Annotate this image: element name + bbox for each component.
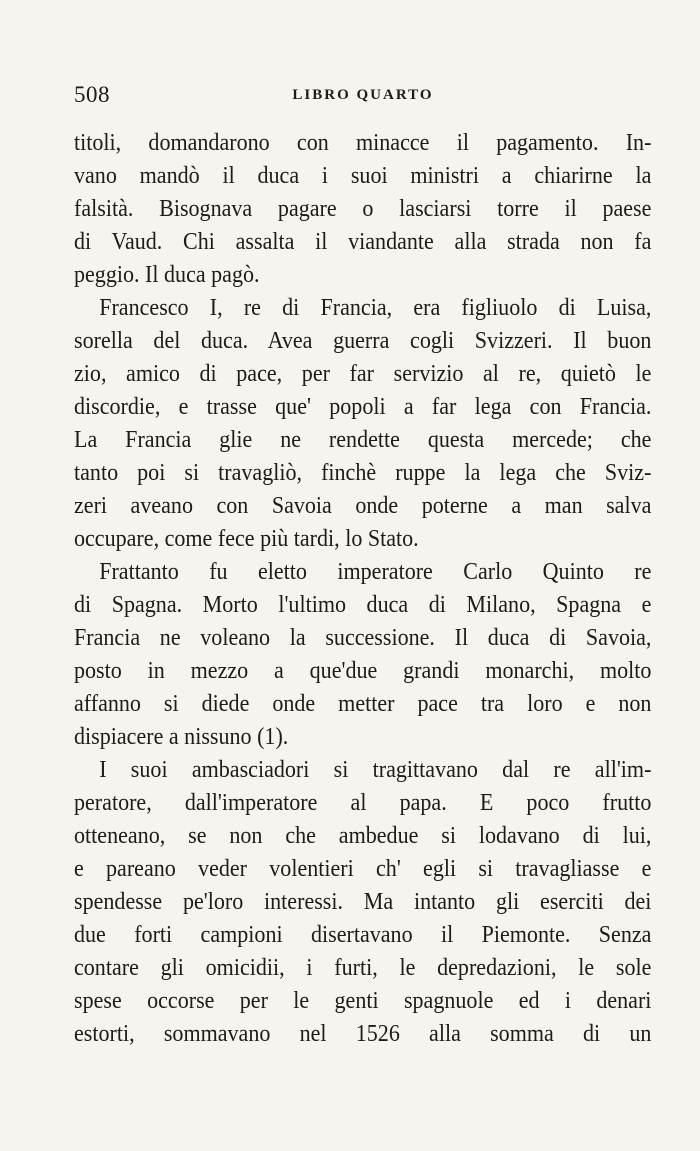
text-line: contare gli omicidii, i furti, le depredazioni, le sole <box>74 954 652 981</box>
text-line: Francesco I, re di Francia, era figliuolo di Luisa, <box>99 294 652 321</box>
text-line: peggio. Il duca pagò. <box>74 261 260 288</box>
text-line: affanno si diede onde metter pace tra loro e non <box>74 690 652 717</box>
text-line: dispiacere a nissuno (1). <box>74 723 289 750</box>
paragraph-1 <box>74 126 652 291</box>
page-header <box>74 82 652 112</box>
text-line: tanto poi si travagliò, finchè ruppe la lega che Sviz- <box>74 459 652 486</box>
running-title: LIBRO QUARTO <box>292 87 434 103</box>
text-line: di Vaud. Chi assalta il viandante alla strada non fa <box>74 228 652 255</box>
text-line: estorti, sommavano nel 1526 alla somma di un <box>74 1020 652 1047</box>
text-line: Frattanto fu eletto imperatore Carlo Quinto re <box>99 558 652 585</box>
text-line: titoli, domandarono con minacce il pagamento. In- <box>74 129 652 156</box>
text-line: zio, amico di pace, per far servizio al re, quietò le <box>74 360 652 387</box>
page-number: 508 <box>74 82 110 107</box>
text-line: falsità. Bisognava pagare o lasciarsi torre il paese <box>74 195 652 222</box>
text-line: La Francia glie ne rendette questa mercede; che <box>74 426 652 453</box>
text-line: spese occorse per le genti spagnuole ed i denari <box>74 987 652 1014</box>
text-line: vano mandò il duca i suoi ministri a chiarirne la <box>74 162 652 189</box>
paragraph-4 <box>74 753 652 1050</box>
text-line: Francia ne voleano la successione. Il duca di Savoia, <box>74 624 652 651</box>
text-line: occupare, come fece più tardi, lo Stato. <box>74 525 419 552</box>
text-line: I suoi ambasciadori si tragittavano dal re all'im- <box>99 756 652 783</box>
text-line: otteneano, se non che ambedue si lodavano di lui, <box>74 822 652 849</box>
text-line: zeri aveano con Savoia onde poterne a man salva <box>74 492 652 519</box>
page-body <box>74 126 652 1050</box>
text-line: posto in mezzo a que'due grandi monarchi, molto <box>74 657 652 684</box>
text-line: peratore, dall'imperatore al papa. E poco frutto <box>74 789 652 816</box>
paragraph-2 <box>74 291 652 555</box>
text-line: sorella del duca. Avea guerra cogli Svizzeri. Il buon <box>74 327 652 354</box>
text-line: di Spagna. Morto l'ultimo duca di Milano, Spagna e <box>74 591 652 618</box>
text-line: e pareano veder volentieri ch' egli si travagliasse e <box>74 855 652 882</box>
text-line: discordie, e trasse que' popoli a far lega con Francia. <box>74 393 652 420</box>
paragraph-3 <box>74 555 652 753</box>
text-line: due forti campioni disertavano il Piemonte. Senza <box>74 921 652 948</box>
text-line: spendesse pe'loro interessi. Ma intanto gli eserciti dei <box>74 888 652 915</box>
